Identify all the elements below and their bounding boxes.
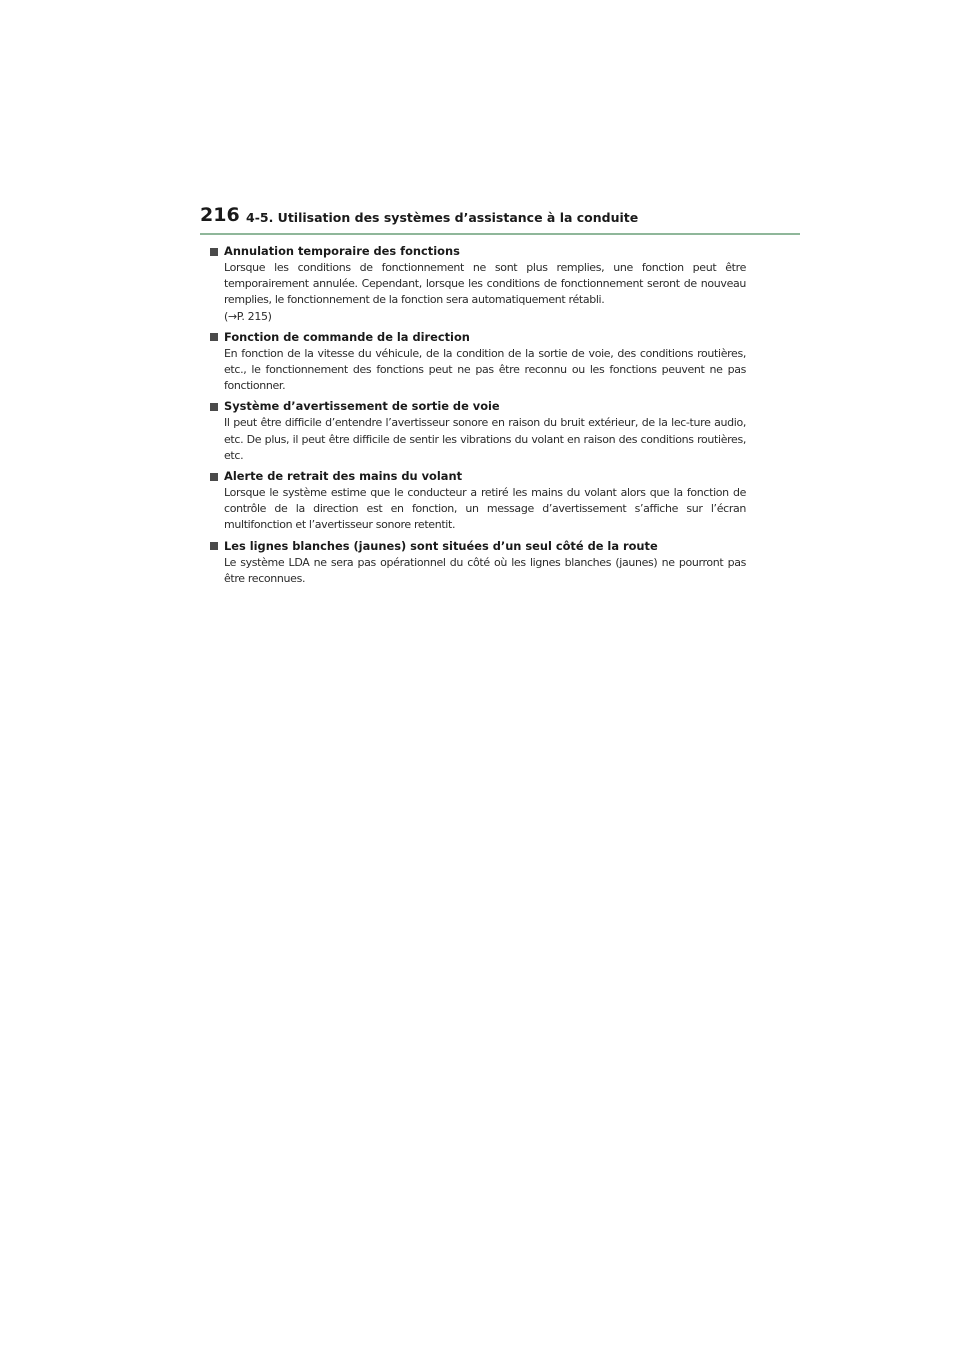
- section-title: Annulation temporaire des fonctions: [224, 244, 460, 258]
- section-hands-off-alert: [210, 467, 746, 534]
- page-content: [210, 242, 746, 590]
- section-text: En fonction de la vitesse du véhicule, de la condition de la sortie de voie, des conditions routières, etc., le fonctionnement des fonctions peut ne pas être reconnu ou les fonctions peuvent ne pas fonctionner.: [224, 346, 746, 393]
- section-title: Alerte de retrait des mains du volant: [224, 469, 463, 484]
- square-bullet-icon: [210, 542, 218, 550]
- section-title: Fonction de commande de la direction: [224, 329, 470, 344]
- page-reference-link[interactable]: (→P. 215): [224, 309, 272, 323]
- square-bullet-icon: [210, 403, 218, 411]
- section-text: Le système LDA ne sera pas opérationnel du côté où les lignes blanches (jaunes) ne pourront pas être reconnues.: [224, 555, 746, 585]
- square-bullet-icon: [210, 333, 218, 341]
- section-heading: [210, 328, 746, 346]
- square-bullet-icon: [210, 248, 218, 256]
- section-text: Lorsque les conditions de fonctionnement ne sont plus remplies, une fonction peut être temporairement annulée. Cependant, lorsque les conditions de fonctionnement seront de nouveau remplies, le fonctionnement de la fonction sera automatiquement rétabli.: [224, 261, 746, 307]
- section-body: [224, 260, 746, 325]
- section-heading: [210, 242, 746, 260]
- section-title: Système d’avertissement de sortie de voie: [224, 399, 500, 414]
- header-divider: [200, 233, 800, 235]
- section-heading: [210, 467, 746, 485]
- section-temporary-cancellation: [210, 242, 746, 325]
- section-steering-control: [210, 328, 746, 395]
- square-bullet-icon: [210, 473, 218, 481]
- section-text: Lorsque le système estime que le conducteur a retiré les mains du volant alors que la fonction de contrôle de la direction est en fonction, un message d’avertissement s’affiche sur l’écran multifonction et l’avertisseur sonore retentit.: [224, 486, 746, 532]
- section-title: Les lignes blanches (jaunes) sont situées d’un seul côté de la route: [224, 538, 658, 553]
- page-number: 216: [200, 204, 240, 226]
- section-heading: [210, 397, 746, 415]
- section-heading: [210, 537, 746, 555]
- section-one-side-lines: [210, 537, 746, 587]
- section-text: Il peut être difficile d’entendre l’avertisseur sonore en raison du bruit extérieur, de la lec-ture audio, etc. De plus, il peut être difficile de sentir les vibrations du volant en raison des conditions routières, etc.: [224, 416, 746, 462]
- section-lane-departure-warning: [210, 397, 746, 464]
- chapter-title: 4-5. Utilisation des systèmes d’assistance à la conduite: [246, 210, 639, 225]
- page-header: [200, 203, 800, 235]
